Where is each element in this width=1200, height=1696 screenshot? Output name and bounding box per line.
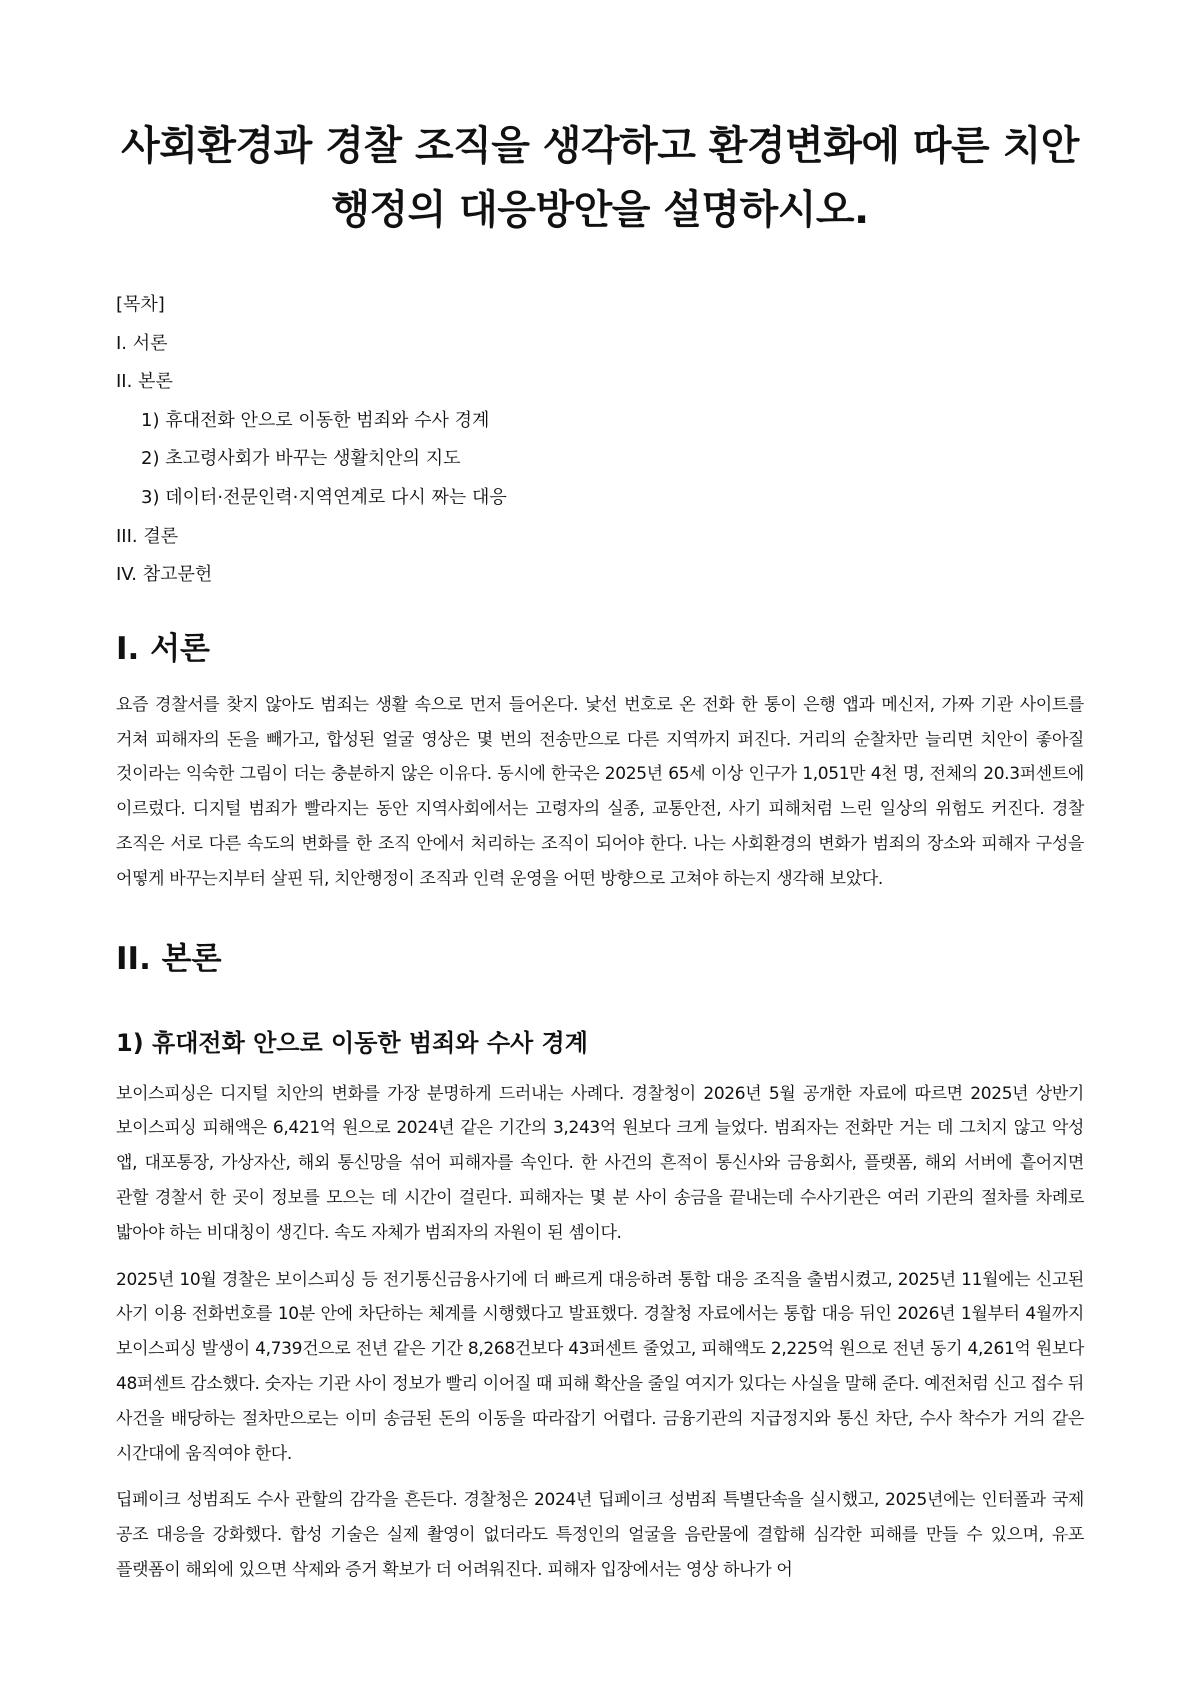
- subsection-heading-1: 1) 휴대전화 안으로 이동한 범죄와 수사 경계: [116, 1028, 588, 1057]
- toc-heading: [목차]: [116, 294, 165, 315]
- bottom-margin: [0, 1635, 1200, 1696]
- toc-item-intro: I. 서론: [116, 332, 168, 354]
- section-heading-intro: I. 서론: [116, 630, 210, 667]
- table-of-contents: [116, 286, 1084, 595]
- toc-item-body-1: 1) 휴대전화 안으로 이동한 범죄와 수사 경계: [141, 409, 490, 431]
- toc-item-conclusion: III. 결론: [116, 525, 179, 547]
- toc-item-body: II. 본론: [116, 371, 173, 393]
- document-title: 사회환경과 경찰 조직을 생각하고 환경변화에 따른 치안행정의 대응방안을 설명하시오.: [121, 123, 1079, 233]
- intro-paragraph: 요즘 경찰서를 찾지 않아도 범죄는 생활 속으로 먼저 들어온다. 낯선 번호로 온 전화 한 통이 은행 앱과 메신저, 가짜 기관 사이트를 거쳐 피해자의 돈을 빼가고, 합성된 얼굴 영상은 몇 번의 전송만으로 다른 지역까지 퍼진다. 거리의 순찰차만 늘리면 치안이 좋아질 것이라는 익숙한 그림이 더는 충분하지 않은 이유다. 동시에 한국은 2025년 65세 이상 인구가 1,051만 4천 명, 전체의 20.3퍼센트에 이르렀다. 디지털 범죄가 빨라지는 동안 지역사회에서는 고령자의 실종, 교통안전, 사기 피해처럼 느린 일상의 위험도 커진다. 경찰 조직은 서로 다른 속도의 변화를 한 조직 안에서 처리하는 조직이 되어야 한다. 나는 사회환경의 변화가 범죄의 장소와 피해자 구성을 어떻게 바꾸는지부터 살핀 뒤, 치안행정이 조직과 인력 운영을 어떤 방향으로 고쳐야 하는지 생각해 보았다.: [116, 694, 1084, 889]
- toc-item-references: IV. 참고문헌: [116, 564, 213, 586]
- toc-item-body-3: 3) 데이터·전문인력·지역연계로 다시 짜는 대응: [141, 486, 507, 508]
- body-paragraph-3: 딥페이크 성범죄도 수사 관할의 감각을 흔든다. 경찰청은 2024년 딥페이크 성범죄 특별단속을 실시했고, 2025년에는 인터폴과 국제 공조 대응을 강화했다. 합성 기술은 실제 촬영이 없더라도 특정인의 얼굴을 음란물에 결합해 심각한 피해를 만들 수 있으며, 유포 플랫폼이 해외에 있으면 삭제와 증거 확보가 더 어려워진다. 피해자 입장에서는 영상 하나가 어: [116, 1490, 1084, 1580]
- body-paragraph-1: 보이스피싱은 디지털 치안의 변화를 가장 분명하게 드러내는 사례다. 경찰청이 2026년 5월 공개한 자료에 따르면 2025년 상반기 보이스피싱 피해액은 6,421억 원으로 2024년 같은 기간의 3,243억 원보다 크게 늘었다. 범죄자는 전화만 거는 데 그치지 않고 악성 앱, 대포통장, 가상자산, 해외 통신망을 섞어 피해자를 속인다. 한 사건의 흔적이 통신사와 금융회사, 플랫폼, 해외 서버에 흩어지면 관할 경찰서 한 곳이 정보를 모으는 데 시간이 걸린다. 피해자는 몇 분 사이 송금을 끝내는데 수사기관은 여러 기관의 절차를 차례로 밟아야 하는 비대칭이 생긴다. 속도 자체가 범죄자의 자원이 된 셈이다.: [116, 1083, 1084, 1243]
- body-paragraph-2: 2025년 10월 경찰은 보이스피싱 등 전기통신금융사기에 더 빠르게 대응하려 통합 대응 조직을 출범시켰고, 2025년 11월에는 신고된 사기 이용 전화번호를 10분 안에 차단하는 체계를 시행했다고 발표했다. 경찰청 자료에서는 통합 대응 뒤인 2026년 1월부터 4월까지 보이스피싱 발생이 4,739건으로 전년 같은 기간 8,268건보다 43퍼센트 줄었고, 피해액도 2,225억 원으로 전년 동기 4,261억 원보다 48퍼센트 감소했다. 숫자는 기관 사이 정보가 빨리 이어질 때 피해 확산을 줄일 여지가 있다는 사실을 말해 준다. 예전처럼 신고 접수 뒤 사건을 배당하는 절차만으로는 이미 송금된 돈의 이동을 따라잡기 어렵다. 금융기관의 지급정지와 통신 차단, 수사 착수가 거의 같은 시간대에 움직여야 한다.: [116, 1269, 1084, 1464]
- section-heading-body: II. 본론: [116, 940, 222, 977]
- toc-item-body-2: 2) 초고령사회가 바꾸는 생활치안의 지도: [141, 448, 461, 470]
